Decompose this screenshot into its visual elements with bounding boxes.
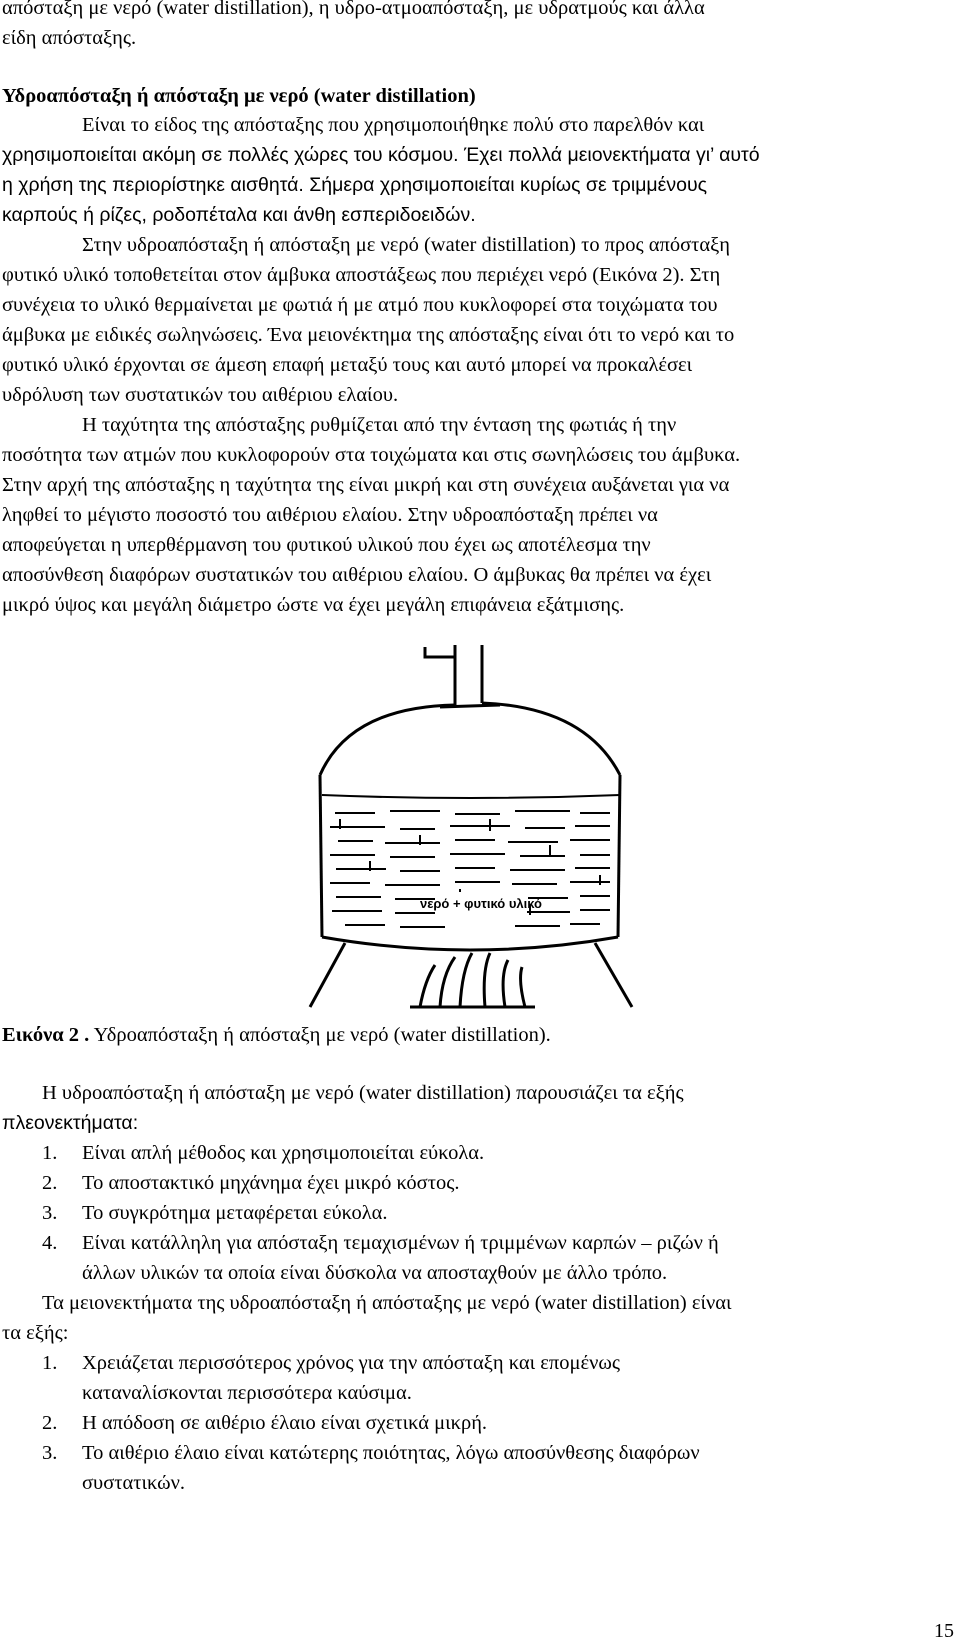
list-text: Το αποστακτικό μηχάνημα έχει μικρό κόστος. [82,1172,460,1194]
body-line: καρπούς ή ρίζες, ροδοπέταλα και άνθη εσπεριδοειδών. [2,204,476,226]
list-text: Το συγκρότημα μεταφέρεται εύκολα. [82,1202,388,1224]
flame-icon [410,953,535,1007]
body-line: απόσταξη με νερό (water distillation), η υδρο-ατμοαπόσταξη, με υδρατμούς και άλλα [2,0,705,19]
body-line: τα εξής: [2,1322,69,1344]
list-text: Η απόδοση σε αιθέριο έλαιο είναι σχετικά μικρή. [82,1412,488,1434]
list-number: 2. [42,1412,58,1434]
body-line: άμβυκα με ειδικές σωληνώσεις. Ένα μειονέκτημα της απόσταξης είναι ότι το νερό και το [2,324,735,346]
body-line: Η υδροαπόσταξη ή απόσταξη με νερό (water distillation) παρουσιάζει τα εξής [42,1082,684,1104]
section-heading: Υδροαπόσταξη ή απόσταξη με νερό (water distillation) [2,85,476,107]
figure-label: νερό + φυτικό υλικό [419,896,543,911]
body-line: Στην αρχή της απόσταξης η ταχύτητα της είναι μικρή και στη συνέχεια αυξάνεται για να [2,474,730,496]
body-line: μικρό ύψος και μεγάλη διάμετρο ώστε να έχει μεγάλη επιφάνεια εξάτμισης. [2,594,625,616]
body-line: Στην υδροαπόσταξη ή απόσταξη με νερό (water distillation) το προς απόσταξη [82,234,731,256]
body-line: πλεονεκτήματα: [2,1112,139,1134]
list-number: 3. [42,1202,58,1224]
figure-caption [2,1020,960,1050]
caption-label: Εικόνα 2 . [2,1024,90,1046]
list-text: Είναι κατάλληλη για απόσταξη τεμαχισμένων ή τριμμένων καρπών – ριζών ή [82,1232,719,1254]
body-line: ληφθεί το μέγιστο ποσοστό του αιθέριου ελαίου. Στην υδροαπόσταξη πρέπει να [2,504,658,526]
body-line: υδρόλυση των συστατικών του αιθέριου ελαίου. [2,384,399,406]
list-number: 3. [42,1442,58,1464]
body-line: φυτικό υλικό τοποθετείται στον άμβυκα αποστάξεως που περιέχει νερό (Εικόνα 2). Στη [2,264,721,286]
body-line: αποφεύγεται η υπερθέρμανση του φυτικού υλικού που έχει ως αποτέλεσμα την [2,534,651,556]
list-text-continued: συστατικών. [82,1472,186,1494]
list-text: Το αιθέριο έλαιο είναι κατώτερης ποιότητας, λόγω αποσύνθεσης διαφόρων [82,1442,700,1464]
list-number: 1. [42,1142,58,1164]
body-line: ποσότητα των ατμών που κυκλοφορούν στα τοιχώματα και στις σωνηλώσεις του άμβυκα. [2,444,741,466]
body-line: Τα μειονεκτήματα της υδροαπόσταξη ή απόσταξης με νερό (water distillation) είναι [42,1292,732,1314]
body-line: η χρήση της περιορίστηκε αισθητά. Σήμερα χρησιμοποιείται κυρίως σε τριμμένους [2,174,708,196]
body-line: είδη απόσταξης. [2,27,137,49]
list-text: Είναι απλή μέθοδος και χρησιμοποιείται εύκολα. [82,1142,485,1164]
body-line: χρησιμοποιείται ακόμη σε πολλές χώρες του κόσμου. Έχει πολλά μειονεκτήματα γι’ αυτό [2,144,760,166]
body-line: φυτικό υλικό έρχονται σε άμεση επαφή μεταξύ τους και αυτό μπορεί να προκαλέσει [2,354,693,376]
list-number: 4. [42,1232,58,1254]
body-line: συνέχεια το υλικό θερμαίνεται με φωτιά ή με ατμό που κυκλοφορεί στα τοιχώματα του [2,294,718,316]
body-line: αποσύνθεση διαφόρων συστατικών του αιθέριου ελαίου. Ο άμβυκας θα πρέπει να έχει [2,564,712,586]
distillation-apparatus-figure [250,645,690,1010]
page-number: 15 [934,1620,954,1642]
list-text-continued: καταναλίσκονται περισσότερα καύσιμα. [82,1382,412,1404]
caption-text: Υδροαπόσταξη ή απόσταξη με νερό (water distillation). [89,1024,551,1046]
list-number: 1. [42,1352,58,1374]
list-number: 2. [42,1172,58,1194]
body-line: Είναι το είδος της απόσταξης που χρησιμοποιήθηκε πολύ στο παρελθόν και [82,114,705,136]
body-line: Η ταχύτητα της απόσταξης ρυθμίζεται από την ένταση της φωτιάς ή την [82,414,677,436]
list-text-continued: άλλων υλικών τα οποία είναι δύσκολα να αποσταχθούν με άλλο τρόπο. [82,1262,668,1284]
list-text: Χρειάζεται περισσότερος χρόνος για την απόσταξη και επομένως [82,1352,620,1374]
